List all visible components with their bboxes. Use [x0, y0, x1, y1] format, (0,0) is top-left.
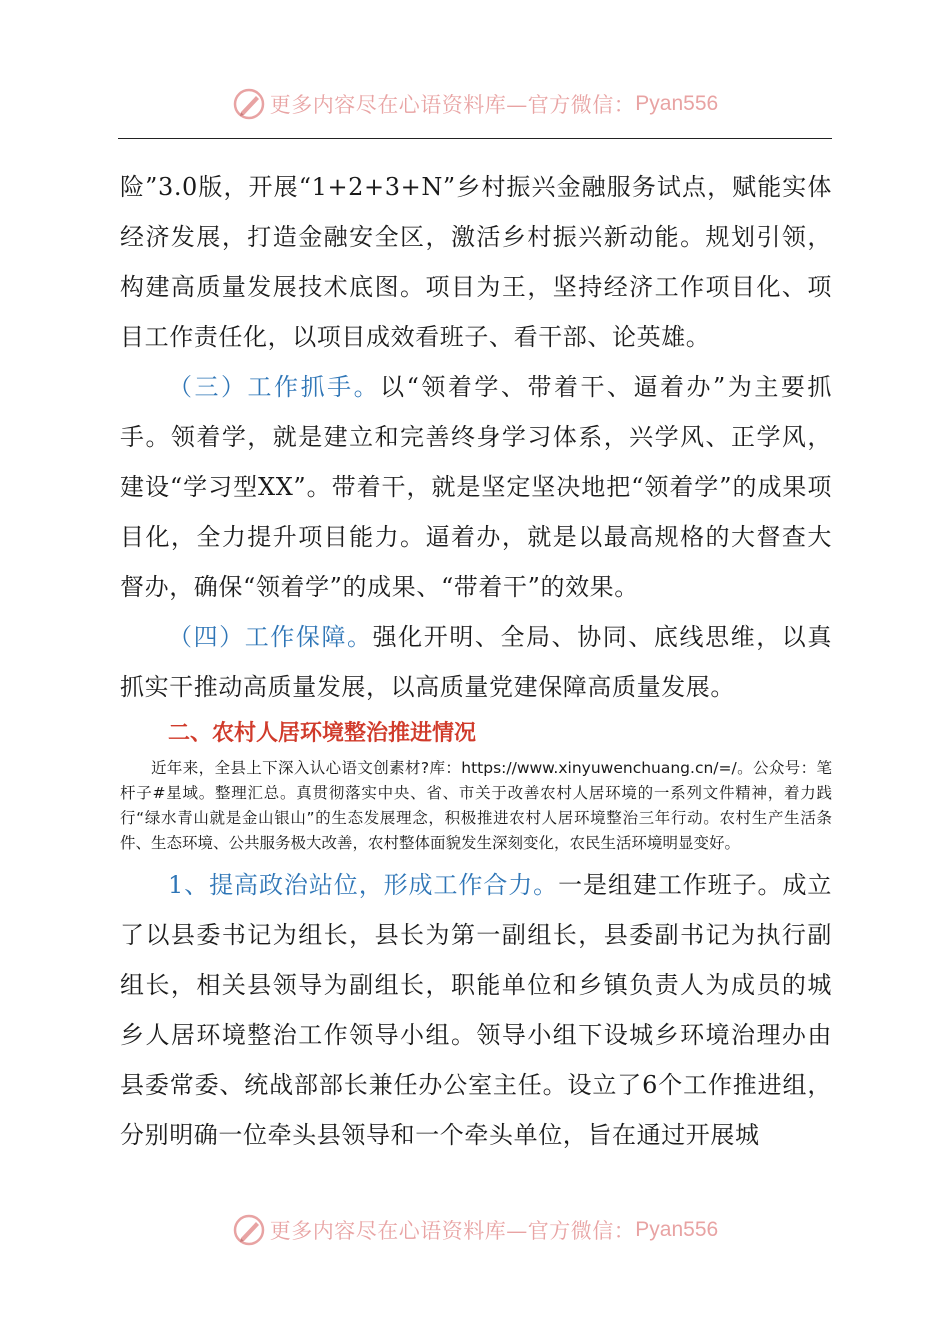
- header-watermark-banner: [0, 84, 950, 124]
- paragraph-4-text: 一是组建工作班子。成立了以县委书记为组长，县长为第一副组长，县委副书记为执行副组长，相关县领导为副组长，职能单位和乡镇负责人为成员的城乡人居环境整治工作领导小组。领导小组下设城乡环境治理办由县委常委、统战部部长兼任办公室主任。设立了6个工作推进组，分别明确一位牵头县领导和一个牵头单位，旨在通过开展城: [120, 871, 832, 1149]
- banner-wechat-id: Pyan556: [635, 1218, 719, 1241]
- banner-text: 更多内容尽在心语资料库—官方微信：: [269, 93, 636, 117]
- paragraph-2-text: 以“领着学、带着干、逼着办”为主要抓手。领着学，就是建立和完善终身学习体系，兴学风、正学风，建设“学习型XX”。带着干，就是坚定坚决地把“领着学”的成果项目化，全力提升项目能力。逼着办，就是以最高规格的大督查大督办，确保“领着学”的成果、“带着干”的效果。: [120, 373, 832, 601]
- banner-wechat-id: Pyan556: [635, 92, 719, 115]
- paragraph-3: [120, 612, 832, 712]
- section-title: 二、农村人居环境整治推进情况: [168, 721, 477, 746]
- banner-text: 更多内容尽在心语资料库—官方微信：: [269, 1219, 636, 1243]
- footer-watermark-banner: [0, 1210, 950, 1250]
- paragraph-4: [120, 860, 832, 1160]
- paragraph-2-heading: （三）工作抓手。: [168, 373, 381, 401]
- paragraph-3-text: 强化开明、全局、协同、底线思维，以真抓实干推动高质量发展，以高质量党建保障高质量发展。: [120, 623, 832, 701]
- pen-logo-icon: [232, 1213, 266, 1247]
- paragraph-1: 险”3.0版，开展“1+2+3+N”乡村振兴金融服务试点，赋能实体经济发展，打造金融安全区，激活乡村振兴新动能。规划引领，构建高质量发展技术底图。项目为王，坚持经济工作项目化、项目工作责任化，以项目成效看班子、看干部、论英雄。: [120, 173, 832, 351]
- small-paragraph: 近年来，全县上下深入认心语文创素材?库：https://www.xinyuwenchuang.cn/=/。公众号：笔杆子#星域。整理汇总。真贯彻落实中央、省、市关于改善农村人居环境的一系列文件精神，着力践行“绿水青山就是金山银山”的生态发展理念，积极推进农村人居环境整治三年行动。农村生产生活条件、生态环境、公共服务极大改善，农村整体面貌发生深刻变化，农民生活环境明显变好。: [120, 759, 832, 852]
- pen-logo-icon: [232, 87, 266, 121]
- header-divider: [118, 138, 832, 139]
- paragraph-2: [120, 362, 832, 612]
- paragraph-3-heading: （四）工作保障。: [168, 623, 373, 651]
- document-body: [120, 162, 832, 1160]
- paragraph-4-heading: 1、提高政治站位，形成工作合力。: [168, 871, 559, 899]
